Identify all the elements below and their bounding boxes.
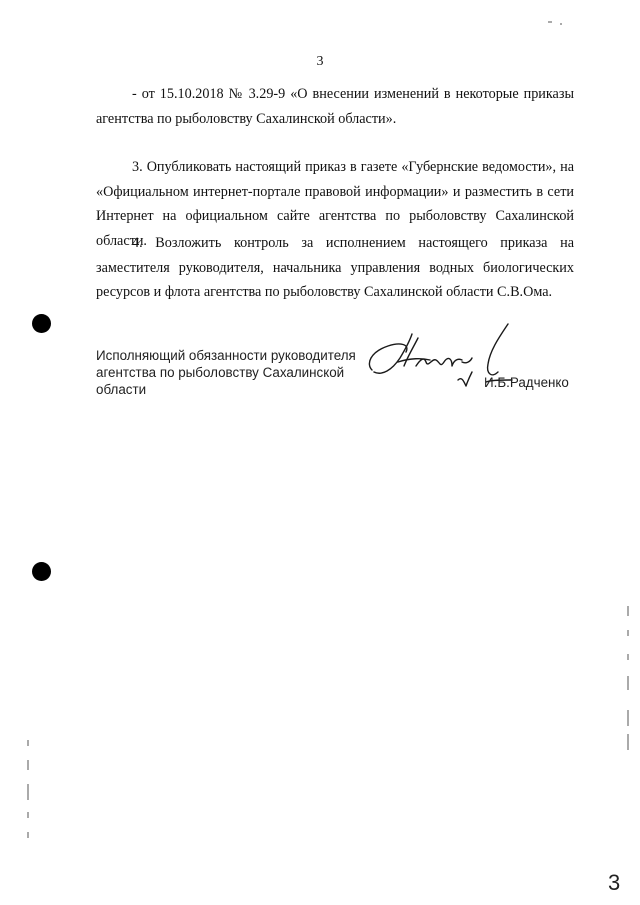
signatory-position-line-2: агентства по рыболовству Сахалинской (96, 365, 345, 380)
corner-page-number: 3 (608, 870, 621, 895)
signatory-position-line-1: Исполняющий обязанности руководителя (96, 348, 356, 363)
signatory-position (96, 347, 366, 398)
binder-hole-dot-bottom (32, 562, 51, 581)
signatory-name: И.Б.Радченко (484, 375, 569, 390)
signatory-position-line-3: области (96, 382, 147, 397)
paragraph-control: 4. Возложить контроль за исполнением настоящего приказа на заместителя руководителя, начальника управления водных биологических ресурсов и флота агентства по рыболовству Сахалинской области С.В.Ома. (96, 235, 574, 300)
binder-hole-dot-top (32, 314, 51, 333)
paragraph-amendment-reference: - от 15.10.2018 № 3.29-9 «О внесении изменений в некоторые приказы агентства по рыболовству Сахалинской области». (96, 86, 574, 127)
page-number: 3 (316, 54, 324, 69)
paragraph-publication: 3. Опубликовать настоящий приказ в газете «Губернские ведомости», на «Официальном интернет-портале правовой информации» и разместить в сети Интернет на официальном сайте агентства по рыболовству Сахалинской области. (96, 159, 574, 249)
